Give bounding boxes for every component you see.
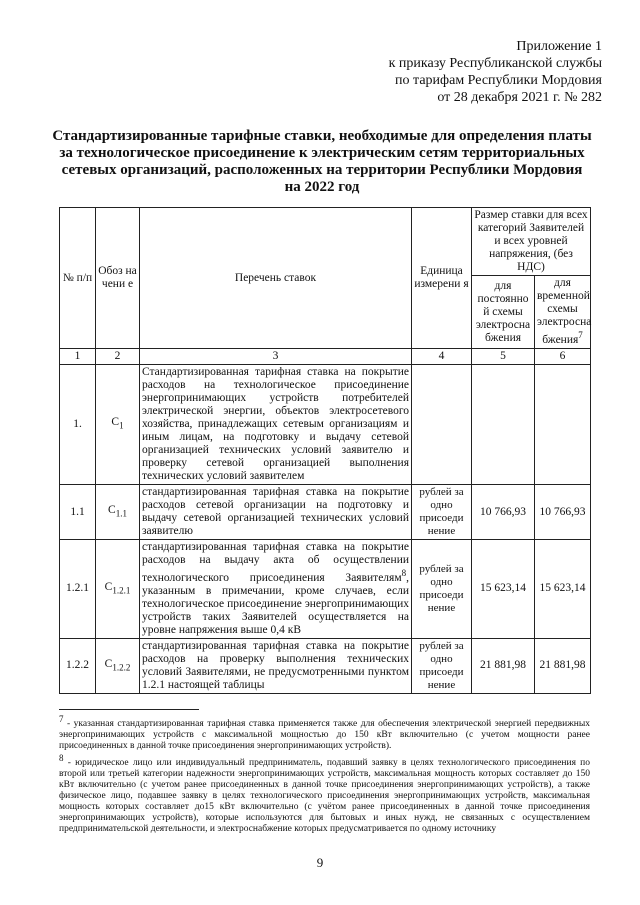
row-value-permanent: 21 881,98 (472, 638, 535, 693)
document-title: Стандартизированные тарифные ставки, необходимые для определения платы за технологическое присоединение к электрическим сетям территориальных сетевых организаций, расположенных на территории Республики Мордовия на 2022 год (52, 128, 592, 195)
row-code (96, 485, 140, 540)
row-text: стандартизированная тарифная ставка на покрытие расходов на проверку выполнения технических условий Заявителями, не предусмотренными пунктом 1.2.1 настоящей таблицы (140, 638, 412, 693)
row-value-temporary: 21 881,98 (535, 638, 591, 693)
row-text-part: , указанным в примечании, кроме случаев, если технологическое присоединение энергопринимающих устройств таких Заявителей осуществляется на уровне напряжения выше 0,4 кВ (142, 571, 409, 636)
table-row (60, 485, 591, 540)
column-number-row (60, 349, 591, 365)
row-num: 1.1 (60, 485, 96, 540)
row-value-temporary: 15 623,14 (535, 540, 591, 639)
footnote (59, 753, 590, 835)
footnotes (59, 714, 590, 836)
table-row (60, 365, 591, 485)
appendix-line: Приложение 1 (516, 39, 602, 54)
row-unit: рублей за одно присоеди нение (412, 638, 472, 693)
row-code-letter: C (111, 416, 120, 429)
row-code-letter: C (108, 503, 116, 516)
footnote-mark: 8 (59, 753, 64, 764)
column-number: 2 (96, 349, 140, 365)
row-unit (412, 365, 472, 485)
appendix-line: по тарифам Республики Мордовия (395, 73, 602, 88)
header-rate-size: Размер ставки для всех категорий Заявителей и всех уровней напряжения, (без НДС) (472, 208, 591, 276)
table-header-row (60, 208, 591, 276)
column-number: 4 (412, 349, 472, 365)
header-designation: Обоз на чени е (96, 208, 140, 349)
row-num: 1. (60, 365, 96, 485)
row-code-letter: C (104, 580, 113, 593)
table-row (60, 638, 591, 693)
header-temporary-text: для временной схемы электросна бжения (537, 277, 592, 346)
appendix-line: к приказу Республиканской службы (388, 56, 602, 71)
header-permanent: для постоянно й схемы электросна бжения (472, 276, 535, 349)
header-temporary (535, 276, 591, 349)
row-code (96, 638, 140, 693)
row-code-index: 1.2.2 (112, 661, 131, 672)
row-value-permanent: 15 623,14 (472, 540, 535, 639)
row-value-temporary (535, 365, 591, 485)
footnote-divider (59, 709, 199, 710)
row-text-part: стандартизированная тарифная ставка на покрытие расходов на выдачу акта об осуществлении технологического присоединения Заявителям (142, 541, 409, 584)
row-text (140, 540, 412, 639)
row-num: 1.2.2 (60, 638, 96, 693)
row-value-permanent: 10 766,93 (472, 485, 535, 540)
column-number: 3 (140, 349, 412, 365)
column-number: 1 (60, 349, 96, 365)
footnote-text: - указанная стандартизированная тарифная ставка применяется также для обеспечения электрической энергией передвижных энергопринимающих устройств с максимальной мощностью до 150 кВт включительно (с учетом мощности ранее присоединенных в данной точке присоединения энергопринимающих устройств). (59, 719, 590, 752)
header-list: Перечень ставок (140, 208, 412, 349)
row-value-temporary: 10 766,93 (535, 485, 591, 540)
footnote-text: - юридическое лицо или индивидуальный предприниматель, подавший заявку в целях технологического присоединения по второй или третьей категории надежности энергопринимающих устройств, максимальная мощность которых составляет до 150 кВт включительно (с учетом ранее присоединенных в данной точке присоединения энергопринимающих устройств), а также физическое лицо, подавшее заявку в целях технологического присоединения энергопринимающих устройств, максимальная мощность которых составляет до15 кВт включительно (с учётом ранее присоединенных в данной точке присоединения энергопринимающих устройств), которые используются для бытовых и иных нужд, не связанных с осуществлением предпринимательской деятельности, и электроснабжение которых предусматривается по одному источнику (59, 758, 590, 835)
row-code (96, 365, 140, 485)
page-number: 9 (316, 855, 324, 870)
row-value-permanent (472, 365, 535, 485)
row-text: стандартизированная тарифная ставка на покрытие расходов сетевой организации на подготовку и выдачу сетевой организацией технических условий заявителю (140, 485, 412, 540)
row-code-letter: C (104, 657, 113, 670)
row-code-index: 1.1 (115, 508, 127, 519)
row-text: Стандартизированная тарифная ставка на покрытие расходов на технологическое присоединение энергопринимающих устройств потребителей электрической энергии, объектов электросетевого хозяйства, принадлежащих сетевым организациям и иным лицам, на подготовку и выдачу сетевой организацией технических условий заявителю и проверку сетевой организацией выполнения технических условий заявителем (140, 365, 412, 485)
footnote-ref: 8 (401, 568, 407, 578)
footnote (59, 714, 590, 752)
column-number: 5 (472, 349, 535, 365)
column-number: 6 (535, 349, 591, 365)
header-num: № п/п (60, 208, 96, 349)
row-num: 1.2.1 (60, 540, 96, 639)
row-code-index: 1 (119, 420, 124, 431)
appendix-line: от 28 декабря 2021 г. № 282 (437, 90, 602, 105)
row-code-index: 1.2.1 (112, 585, 131, 596)
row-unit: рублей за одно присоеди нение (412, 540, 472, 639)
row-code (96, 540, 140, 639)
footnote-ref: 7 (578, 330, 583, 341)
footnote-mark: 7 (59, 714, 64, 724)
table-row (60, 540, 591, 639)
row-unit: рублей за одно присоеди нение (412, 485, 472, 540)
header-unit: Единица измерени я (412, 208, 472, 349)
appendix-header (389, 38, 602, 106)
rates-table (59, 207, 591, 694)
